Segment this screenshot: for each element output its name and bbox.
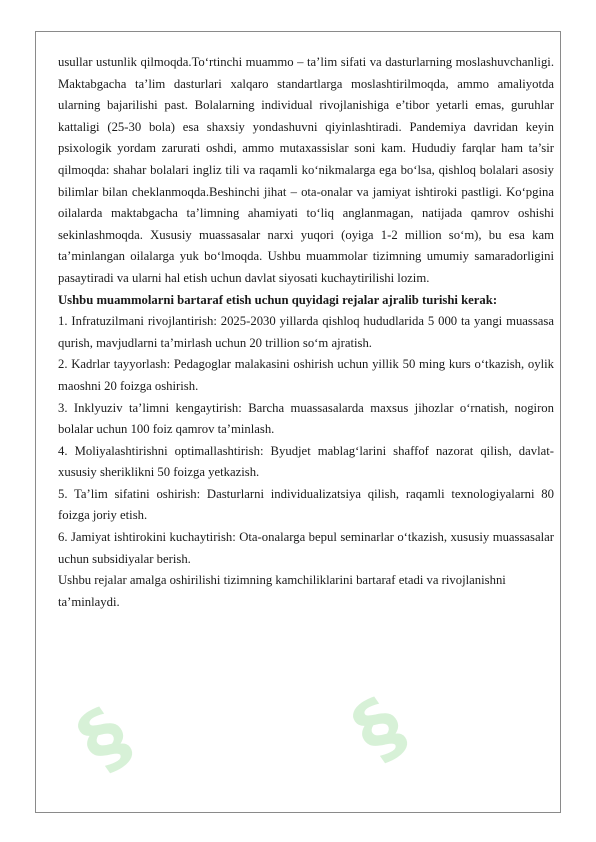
plan-item: 2. Kadrlar tayyorlash: Pedagoglar malakasini oshirish uchun yillik 50 ming kurs o‘tkazish, oylik maoshni 20 foizga oshirish. bbox=[58, 357, 554, 393]
plans-list bbox=[58, 311, 554, 570]
plan-item: 6. Jamiyat ishtirokini kuchaytirish: Ota-onalarga bepul seminarlar o‘tkazish, xususiy muassasalar uchun subsidiyalar berish. bbox=[58, 530, 554, 566]
document-body bbox=[58, 52, 554, 613]
plan-item: 1. Infratuzilmani rivojlantirish: 2025-2030 yillarda qishloq hududlarida 5 000 ta yangi muassasa qurish, mavjudlarni ta’mirlash uchun 20 trillion so‘m ajratish. bbox=[58, 314, 554, 350]
plan-item: 5. Ta’lim sifatini oshirish: Dasturlarni individualizatsiya qilish, raqamli texnologiyalarni 80 foizga joriy etish. bbox=[58, 486, 554, 523]
plan-item: 3. Inklyuziv ta’limni kengaytirish: Barcha muassasalarda maxsus jihozlar o‘rnatish, nogiron bolalar uchun 100 foiz qamrov ta’minlash. bbox=[58, 400, 554, 437]
plans-heading: Ushbu muammolarni bartaraf etish uchun quyidagi rejalar ajralib turishi kerak: bbox=[58, 292, 498, 307]
plan-item: 4. Moliyalashtirishni optimallashtirish: Byudjet mablag‘larini shaffof nazorat qilish, davlat-xususiy sheriklikni 50 foizga yetkazish. bbox=[58, 443, 554, 480]
closing-paragraph: Ushbu rejalar amalga oshirilishi tizimning kamchiliklarini bartaraf etadi va rivojlanishni ta’minlaydi. bbox=[58, 573, 506, 609]
watermark-logo-left: § bbox=[62, 690, 147, 788]
watermark-logo-right: § bbox=[337, 680, 422, 778]
intro-paragraph: usullar ustunlik qilmoqda.To‘rtinchi muammo – ta’lim sifati va dasturlarning moslashuvchanligi. Maktabgacha ta’lim dasturlari xalqaro standartlarga moslashtirilmoqda, ammo amaliyotda ularning bajarilishi past. Bolalarning individual rivojlanishiga e’tibor yetarli emas, guruhlar kattaligi (25-30 bola) esa shaxsiy yondashuvni qiyinlashtiradi. Pandemiya davridan keyin psixologik yordam zarurati oshdi, ammo mutaxassislar soni kam. Hududiy farqlar ham ta’sir qilmoqda: shahar bolalari ingliz tili va raqamli ko‘nikmalarga ega bo‘lsa, qishloq bolalari asosiy bilimlar bilan cheklanmoqda.Beshinchi jihat – ota-onalar va jamiyat ishtiroki pastligi. Ko‘pgina oilalarda maktabgacha ta’limning ahamiyati to‘liq anglanmagan, natijada qamrov oshishi sekinlashmoqda. Xususiy muassasalar narxi yuqori (oyiga 1-2 million so‘m), bu esa kam ta’minlangan oilalarga yuk bo‘lmoqda. Ushbu muammolar tizimning umumiy samaradorligini pasaytiradi va ularni hal etish uchun davlat siyosati kuchaytirilishi lozim. bbox=[58, 55, 554, 285]
